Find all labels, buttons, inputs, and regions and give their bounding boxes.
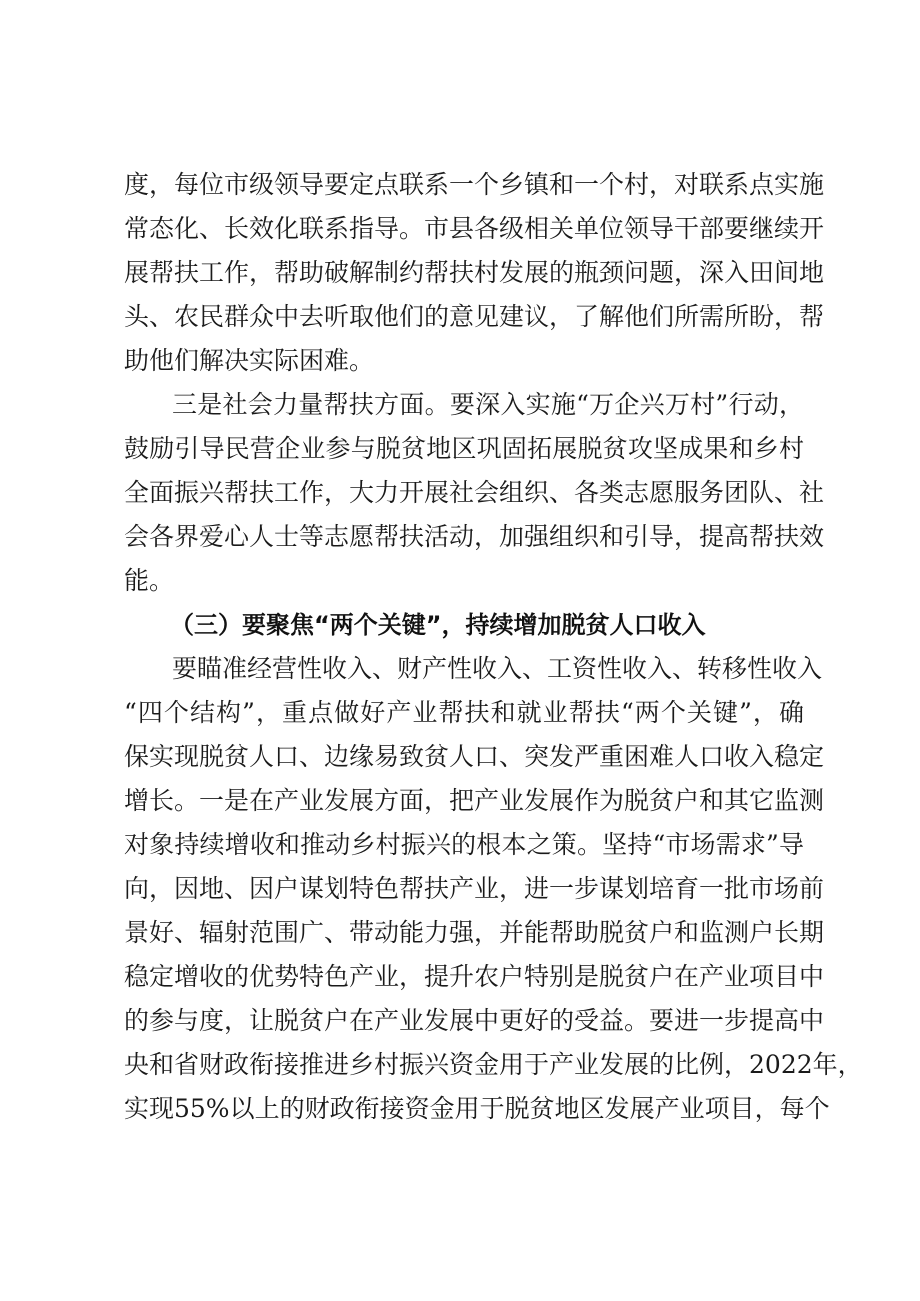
- paragraph-line: 三是社会力量帮扶方面。要深入实施“万企兴万村”行动，: [172, 390, 804, 419]
- paragraph-line: 要瞄准经营性收入、财产性收入、工资性收入、转移性收入: [172, 654, 823, 683]
- paragraph-line: 全面振兴帮扶工作，大力开展社会组织、各类志愿服务团队、社: [124, 478, 825, 507]
- paragraph-line: 展帮扶工作，帮助破解制约帮扶村发展的瓶颈问题，深入田间地: [124, 258, 825, 287]
- paragraph-line: 向，因地、因户谋划特色帮扶产业，进一步谋划培育一批市场前: [124, 874, 825, 903]
- paragraph-line: 稳定增收的优势特色产业，提升农户特别是脱贫户在产业项目中: [124, 962, 825, 991]
- section-heading: （三）要聚焦“两个关键”，持续增加脱贫人口收入: [170, 611, 706, 639]
- paragraph-line: 景好、辐射范围广、带动能力强，并能帮助脱贫户和监测户长期: [124, 918, 825, 947]
- paragraph-line: 增长。一是在产业发展方面，把产业发展作为脱贫户和其它监测: [124, 786, 825, 815]
- paragraph-line: 的参与度，让脱贫户在产业发展中更好的受益。要进一步提高中: [124, 1006, 825, 1035]
- paragraph-line: “四个结构”，重点做好产业帮扶和就业帮扶“两个关键”，确: [124, 698, 804, 727]
- paragraph-line: 央和省财政衔接推进乡村振兴资金用于产业发展的比例，2022年，: [124, 1050, 863, 1079]
- paragraph-line: 鼓励引导民营企业参与脱贫地区巩固拓展脱贫攻坚成果和乡村: [124, 434, 804, 463]
- paragraph-line: 能。: [124, 566, 175, 595]
- paragraph-line: 助他们解决实际困难。: [124, 346, 375, 375]
- paragraph-line: 对象持续增收和推动乡村振兴的根本之策。坚持“市场需求”导: [124, 830, 804, 859]
- paragraph-line: 常态化、长效化联系指导。市县各级相关单位领导干部要继续开: [124, 214, 825, 243]
- paragraph-line: 保实现脱贫人口、边缘易致贫人口、突发严重困难人口收入稳定: [124, 742, 825, 771]
- paragraph-line: 实现55%以上的财政衔接资金用于脱贫地区发展产业项目，每个: [124, 1094, 830, 1123]
- paragraph-line: 头、农民群众中去听取他们的意见建议，了解他们所需所盼，帮: [124, 302, 825, 331]
- paragraph-line: 会各界爱心人士等志愿帮扶活动，加强组织和引导，提高帮扶效: [124, 522, 825, 551]
- paragraph-line: 度，每位市级领导要定点联系一个乡镇和一个村，对联系点实施: [124, 170, 825, 199]
